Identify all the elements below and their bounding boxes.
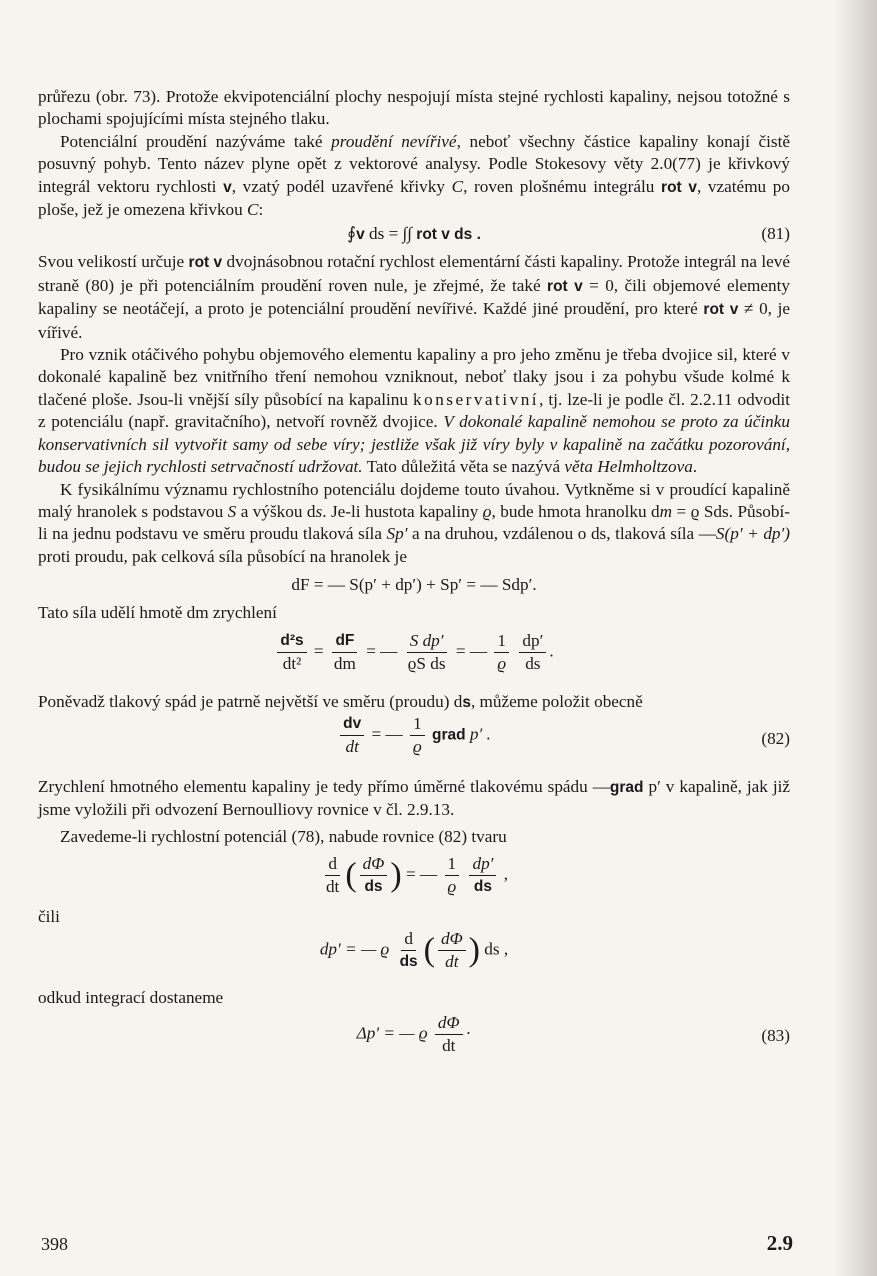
paragraph-6: Tato síla udělí hmotě dm zrychlení (38, 603, 277, 623)
equation-83: Δp′ = — ϱ $\frac{d\Phi}{dt}$ · (83) (356, 1012, 790, 1055)
equation-force: dF = — S(p′ + dp′) + Sp′ = — Sdp′. (291, 575, 537, 595)
equation-phi: $\frac{d}{dt}$ ( $\frac{d\Phi}{ds}$ ) = — $\frac{1}{ϱ}$ $\frac{dp'}{ds}$ , (325, 854, 509, 897)
section-number: 2.9 (766, 1231, 793, 1255)
paragraph-7: Poněvadž tlakový spád je patrně největší ve směru (proudu) ds, můžeme položit obecně (38, 691, 643, 711)
paragraph-1: průřezu (obr. 73). Protože ekvipotenciální plochy nespojují místa stejné rychlosti kapaliny, nejsou totožné s plochami spojujícími místa stejného tlaku. (38, 87, 790, 129)
cili-label: čili (38, 907, 60, 927)
equation-acceleration: $\frac{\text{d²s}}{\text{dt²}}$ = $\frac{dF}{dm}$ = — $\frac{\text{S dp′}}{\text{ϱS ds}}$ = — $\frac{1}{ϱ}$ $\frac{dp'}{ds}$ . (38, 625, 790, 691)
page-body (38, 86, 790, 1065)
equation-dp: dp′ = — ϱ $\frac{d}{ds}$ ( $\frac{d\Phi}{dt}$ ) ds , (319, 928, 509, 971)
equation-number: (83) (761, 1025, 790, 1045)
paragraph-3: Svou velikostí určuje rot v dvojnásobnou rotační rychlost elementární části kapaliny. Protože integrál na levé straně (80) je při potenciálním proudění roven nule, je zřejmé, že také rot v = 0, čili objemové elementy kapaliny se neotáčejí, a proto je potenciální proudění nevířivé. Každé jiné proudění, pro které rot v ≠ 0, je vířivé. (38, 252, 790, 342)
paragraph-5: K fysikálnímu významu rychlostního potenciálu dojdeme touto úvahou. Vytkněme si v proudící kapalině malý hranolek s podstavou S a výškou ds. Je-li hustota kapaliny ϱ, bude hmota hranolku dm = ϱ Sds. Působí-li na jednu podstavu ve směru proudu tlaková síla Sp′ a na druhou, vzdálenou o ds, tlaková síla —S(p′ + dp′) proti proudu, pak celková síla působící na hranolek je (38, 479, 790, 566)
equation-number: (82) (761, 728, 790, 748)
paragraph-8: Zrychlení hmotného elementu kapaliny je tedy přímo úměrné tlakovému spádu —grad p′ v kapalině, jak již jsme vyložili při odvození Bernoulliovy rovnice v čl. 2.9.13. (38, 776, 791, 820)
paragraph-4: Pro vznik otáčivého pohybu objemového elementu kapaliny a pro jeho změnu je třeba dvojice sil, které v dokonalé kapalině bez vnitřního tření nemohou vzniknout, neboť tlaky jsou i za pohybu všude kolmé k tlačené ploše. Jsou-li vnější síly působící na kapalinu konservativní, tj. lze-li je podle čl. 2.2.11 odvodit z potenciálu (např. gravitačního), netvoří rovněž dvojice. V dokonalé kapalině nemohou se proto za účinku konservativních sil vytvořit samy od sebe víry; jestliže však již víry byly v kapalině na začátku pozorování, budou se jejich rychlosti setrvačností udržovat. Tato důležitá věta se nazývá věta Helmholtzova. (38, 345, 790, 477)
paragraph-9: Zavedeme-li rychlostní potenciál (78), nabude rovnice (82) tvaru (60, 826, 507, 846)
paragraph-10: odkud integrací dostaneme (38, 987, 224, 1007)
paragraph-2: Potenciální proudění nazýváme také proudění nevířivé, neboť všechny částice kapaliny konají čistě posuvný pohyb. Tento název plyne opět z vektorové analysy. Podle Stokesovy věty 2.0(77) je křivkový integrál vektoru rychlosti v, vzatý podél uzavřené křivky C, roven plošnému integrálu rot v, vzatému po ploše, jež je omezena křivkou C: (38, 131, 791, 220)
equation-81: ∮v ds = ∫∫ rot v ds . (81) (38, 221, 790, 251)
page-number: 398 (41, 1234, 68, 1254)
equation-number: (81) (761, 224, 790, 244)
page-spine-shadow (833, 0, 877, 1276)
equation-82: $\frac{dv}{dt}$ = — $\frac{1}{ϱ}$ grad p′ . (82) (38, 714, 790, 776)
